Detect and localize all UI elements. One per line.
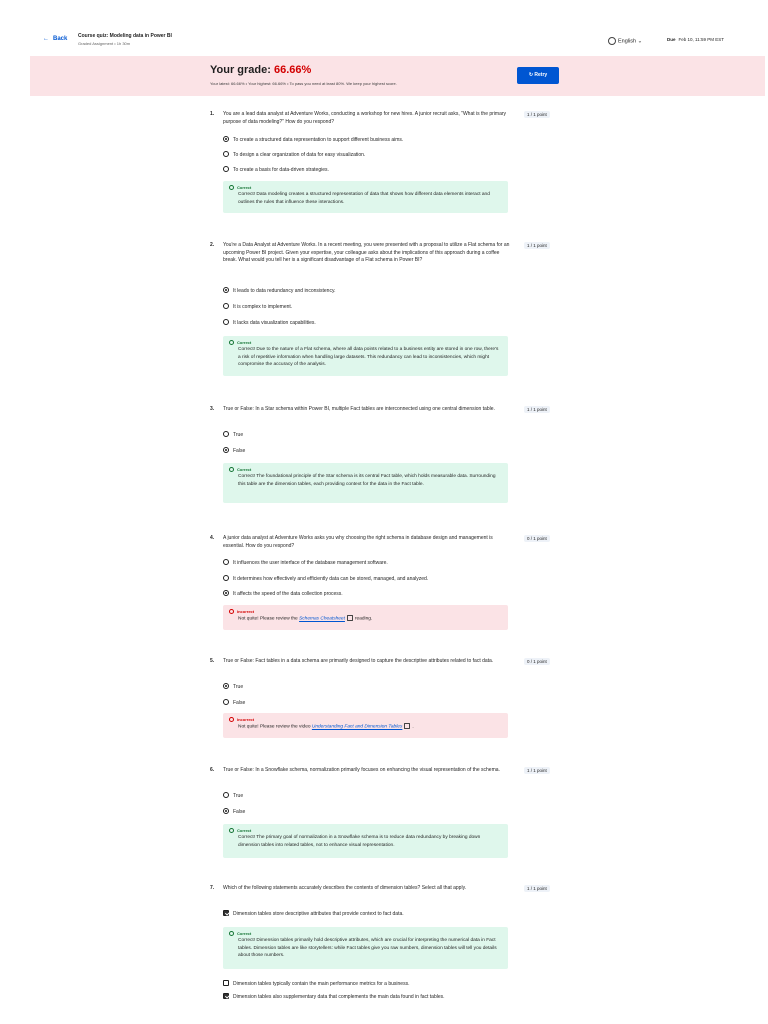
- radio-icon: [223, 792, 229, 798]
- globe-icon: [608, 37, 616, 45]
- feedback-incorrect: Incorrect Not quite! Please review the video Understanding Fact and Dimension Tables .: [223, 713, 508, 738]
- option-radio[interactable]: False: [223, 447, 245, 455]
- radio-selected-icon: [223, 136, 229, 142]
- points-badge: 1 / 1 point: [524, 111, 550, 118]
- radio-selected-icon: [223, 808, 229, 814]
- option-radio[interactable]: False: [223, 808, 245, 816]
- question-text: True or False: In a Snowflake schema, normalization primarily focuses on enhancing the visual representation of the schema.: [223, 767, 500, 773]
- page-bottom-edge: [0, 1000, 768, 1024]
- due-date: Due Feb 10, 11:59 PM EST: [667, 37, 724, 42]
- check-circle-icon: [229, 340, 234, 345]
- radio-selected-icon: [223, 287, 229, 293]
- grade-subtitle: Your latest: 66.66% • Your highest: 66.66% • To pass you need at least 80%. We keep your highest score.: [210, 81, 397, 86]
- option-radio[interactable]: To create a structured data representation to support different business aims.: [223, 136, 403, 144]
- option-radio[interactable]: It affects the speed of the data collection process.: [223, 590, 343, 598]
- check-circle-icon: [229, 828, 234, 833]
- points-badge: 0 / 1 point: [524, 535, 550, 542]
- question-text: True or False: In a Star schema within Power BI, multiple Fact tables are interconnected using one central dimension table.: [223, 406, 495, 412]
- checkbox-checked-icon: [223, 993, 229, 999]
- radio-icon: [223, 431, 229, 437]
- option-radio[interactable]: It determines how effectively and efficiently data can be stored, managed, and analyzed.: [223, 575, 428, 583]
- option-radio[interactable]: True: [223, 683, 243, 691]
- question-text: You're a Data Analyst at Adventure Works. In a recent meeting, you were presented with a proposal to utilize a Flat schema for an upcoming Power BI project. Given your expertise, your colleague asks about the implications of this approach during a coffee break. What would you tell her is a significant disadvantage of a Flat schema in Power BI?: [223, 242, 510, 264]
- question-text: Which of the following statements accurately describes the contents of dimension tables? Select all that apply.: [223, 885, 467, 891]
- external-link-icon: [404, 723, 410, 729]
- retry-button[interactable]: ↻ Retry: [517, 67, 559, 84]
- fact-dimension-video-link[interactable]: Understanding Fact and Dimension Tables: [311, 724, 403, 730]
- check-circle-icon: [229, 467, 234, 472]
- option-radio[interactable]: To create a basis for data-driven strategies.: [223, 166, 329, 174]
- radio-selected-icon: [223, 447, 229, 453]
- question-text: You are a lead data analyst at Adventure Works, conducting a workshop for new hires. A junior recruit asks, "What is the primary purpose of data modeling?" How do you respond?: [223, 111, 507, 125]
- option-checkbox[interactable]: Dimension tables store descriptive attributes that provide context to fact data.: [223, 910, 404, 918]
- course-subtitle: Graded Assignment • 1h 30m: [78, 41, 131, 46]
- option-radio[interactable]: True: [223, 792, 243, 800]
- language-selector[interactable]: English ⌄: [608, 37, 642, 45]
- radio-selected-icon: [223, 590, 229, 596]
- radio-icon: [223, 151, 229, 157]
- option-radio[interactable]: It is complex to implement.: [223, 303, 292, 311]
- points-badge: 1 / 1 point: [524, 406, 550, 413]
- points-badge: 1 / 1 point: [524, 767, 550, 774]
- option-radio[interactable]: To design a clear organization of data for easy visualization.: [223, 151, 365, 159]
- option-radio[interactable]: It influences the user interface of the database management software.: [223, 559, 388, 567]
- course-title: Course quiz: Modeling data in Power BI: [78, 33, 172, 39]
- grade-banner: [30, 56, 765, 96]
- option-checkbox[interactable]: Dimension tables also supplementary data that complements the main data found in fact tables.: [223, 993, 445, 1001]
- check-circle-icon: [229, 931, 234, 936]
- radio-icon: [223, 699, 229, 705]
- back-arrow-icon: ←: [43, 36, 49, 42]
- question-text: A junior data analyst at Adventure Works asks you why choosing the right schema in database design and management is essential. How do you respond?: [223, 535, 493, 549]
- points-badge: 1 / 1 point: [524, 242, 550, 249]
- option-radio[interactable]: True: [223, 431, 243, 439]
- option-checkbox[interactable]: Dimension tables typically contain the main performance metrics for a business.: [223, 980, 409, 988]
- points-badge: 1 / 1 point: [524, 885, 550, 892]
- chevron-down-icon: ⌄: [637, 38, 643, 45]
- schemas-cheatsheet-link[interactable]: Schemas Cheatsheet: [299, 616, 345, 622]
- feedback-correct: Correct Correct! Dimension tables primarily hold descriptive attributes, which are crucial for interpreting the numerical data in Fact tables. Dimension tables are like storytellers: while Fact tables give you raw numbers, dimension tables will tell you details about those numbers.: [223, 927, 508, 969]
- feedback-correct: Correct Correct! The foundational principle of the Star schema is its central Fact table, which holds measurable data. Surrounding this table are the dimension tables, each providing context for the data in the Fact table.: [223, 463, 508, 503]
- points-badge: 0 / 1 point: [524, 658, 550, 665]
- feedback-correct: Correct Correct! Due to the nature of a Flat schema, where all data points related to a business entity are stored in one row, there's a risk of repetitive information when handling large datasets. This redundancy can lead to inconsistencies, which might compromise the accuracy of the analysis.: [223, 336, 508, 376]
- grade-value: 66.66%: [273, 64, 312, 76]
- radio-icon: [223, 559, 229, 565]
- option-radio[interactable]: It lacks data visualization capabilities.: [223, 319, 316, 327]
- option-radio[interactable]: False: [223, 699, 245, 707]
- radio-icon: [223, 319, 229, 325]
- checkbox-icon: [223, 980, 229, 986]
- feedback-correct: Correct Correct! The primary goal of normalization in a Snowflake schema is to reduce data redundancy by breaking down dimension tables into related tables, not to enhance visual representation.: [223, 824, 508, 858]
- feedback-incorrect: Incorrect Not quite! Please review the Schemas Cheatsheet reading.: [223, 605, 508, 630]
- option-radio[interactable]: It leads to data redundancy and inconsistency.: [223, 287, 335, 295]
- external-link-icon: [347, 615, 353, 621]
- top-bar: [0, 0, 768, 60]
- radio-icon: [223, 303, 229, 309]
- grade-title: Your grade: 66.66%: [210, 64, 312, 76]
- x-circle-icon: [229, 717, 234, 722]
- x-circle-icon: [229, 609, 234, 614]
- question-text: True or False: Fact tables in a data schema are primarily designed to capture the descriptive attributes related to fact data.: [223, 658, 494, 664]
- radio-icon: [223, 166, 229, 172]
- back-button[interactable]: ← Back: [43, 36, 68, 42]
- radio-selected-icon: [223, 683, 229, 689]
- radio-icon: [223, 575, 229, 581]
- check-circle-icon: [229, 185, 234, 190]
- checkbox-checked-icon: [223, 910, 229, 916]
- feedback-correct: Correct Correct! Data modeling creates a structured representation of data that shows how different data elements interact and outlines the rules that influence these interactions.: [223, 181, 508, 213]
